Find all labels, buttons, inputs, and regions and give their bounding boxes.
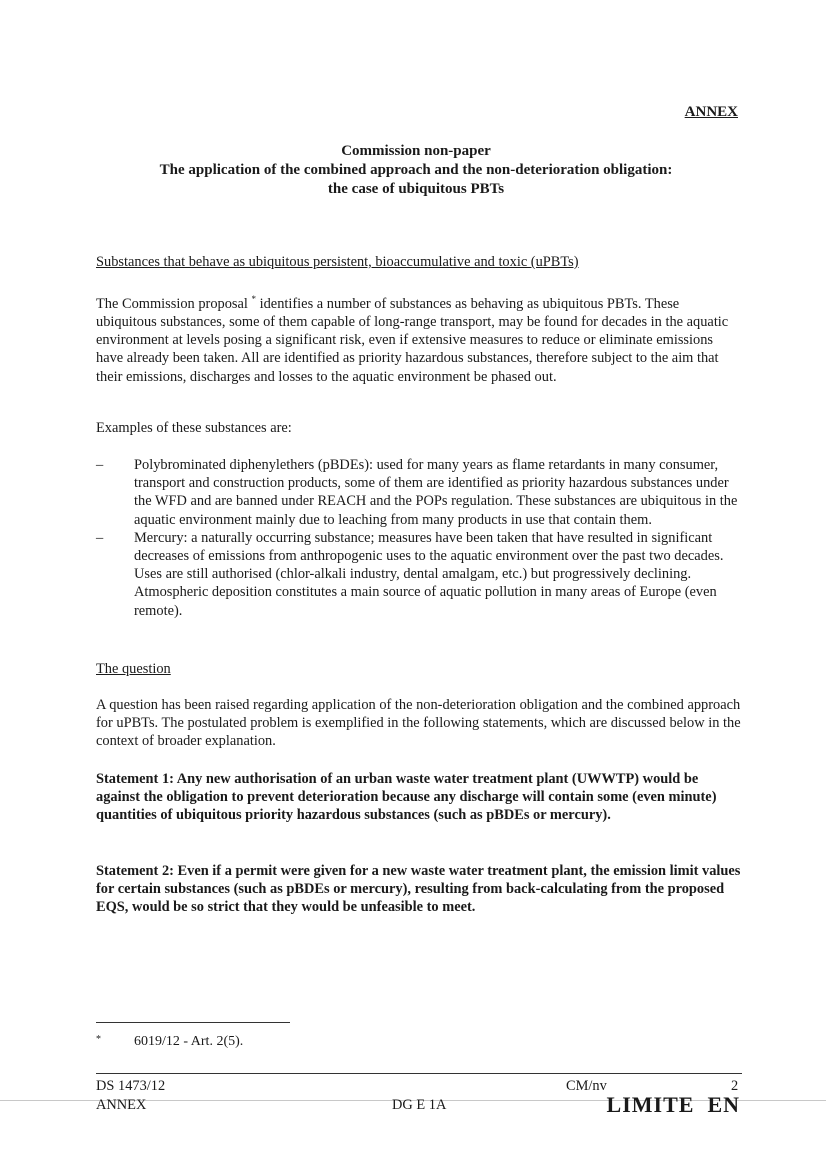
title-line-1: Commission non-paper bbox=[341, 143, 491, 159]
paragraph-examples-intro: Examples of these substances are: bbox=[96, 420, 292, 436]
title-line-2: The application of the combined approach and the non-deterioration obligation: bbox=[159, 162, 673, 178]
list-item bbox=[96, 456, 742, 529]
footnote bbox=[96, 1034, 243, 1050]
section-heading-question: The question bbox=[96, 661, 171, 677]
title-line-3: the case of ubiquitous PBTs bbox=[327, 181, 505, 197]
paragraph-text-rest: identifies a number of substances as behaving as ubiquitous PBTs. These ubiquitous substances, some of them capable of long-range transport, may be found for decades in the aquatic environment at levels posing a significant risk, even if extensive measures to reduce or eliminate emissions have already been taken. All are identified as priority hazardous substances, therefore subject to the aim that their emissions, discharges and losses to the aquatic environment be phased out. bbox=[96, 295, 729, 385]
substance-examples-list bbox=[96, 456, 742, 620]
footnote-text: 6019/12 - Art. 2(5). bbox=[134, 1034, 244, 1049]
statement-2: Statement 2: Even if a permit were given for a new waste water treatment plant, the emission limit values for certain substances (such as pBDEs or mercury), resulting from back-calculating from the proposed EQS, would be so strict that they would be unfeasible to meet. bbox=[96, 863, 741, 916]
footnote-divider bbox=[96, 1022, 290, 1023]
list-item bbox=[96, 529, 742, 620]
annex-label: ANNEX bbox=[684, 104, 738, 120]
bullet-text-pbdes: Polybrominated diphenylethers (pBDEs): used for many years as flame retardants in many consumer, transport and construction products, some of them are identified as priority hazardous substances under the WFD and are banned under REACH and the POPs regulation. These substances are ubiquitous in the aquatic environment mainly due to leaching from many products in use that contain them. bbox=[134, 457, 738, 528]
limite-text: LIMITE bbox=[606, 1092, 695, 1117]
footnote-reference-mark: * bbox=[251, 294, 257, 304]
bullet-dash: – bbox=[96, 529, 104, 546]
footer-doc-ref: DS 1473/12 bbox=[96, 1078, 166, 1094]
language-code: EN bbox=[707, 1092, 740, 1117]
statement-1: Statement 1: Any new authorisation of an urban waste water treatment plant (UWWTP) would be against the obligation to prevent deterioration because any discharge will contain some (even minute) quantities of ubiquitous priority hazardous substances (such as pBDEs or mercury). bbox=[96, 771, 717, 824]
document-title bbox=[96, 142, 736, 199]
section-heading-upbts: Substances that behave as ubiquitous persistent, bioaccumulative and toxic (uPBTs) bbox=[96, 254, 579, 270]
paragraph-question: A question has been raised regarding application of the non-deterioration obligation and the combined approach for uPBTs. The postulated problem is exemplified in the following statements, which are discussed below in the context of broader explanation. bbox=[96, 697, 741, 750]
classification-label bbox=[607, 1092, 740, 1118]
footer-page-number: 2 bbox=[731, 1078, 739, 1094]
bullet-text-mercury: Mercury: a naturally occurring substance; measures have been taken that have resulted in significant decreases of emissions from anthropogenic uses to the aquatic environment over the past two decades. Uses are still authorised (chlor-alkali industry, dental amalgam, etc.) but progressively declining. Atmospheric deposition constitutes a main source of aquatic pollution in many areas of Europe (even remote). bbox=[134, 529, 724, 619]
footer-divider bbox=[96, 1073, 742, 1074]
footer-initials: CM/nv bbox=[566, 1078, 607, 1094]
footer-annex: ANNEX bbox=[96, 1097, 147, 1113]
footnote-mark: * bbox=[96, 1034, 101, 1045]
bullet-dash: – bbox=[96, 457, 104, 473]
paragraph-text-start: The Commission proposal bbox=[96, 295, 248, 312]
footer-dg: DG E 1A bbox=[392, 1097, 447, 1113]
paragraph-commission-proposal bbox=[96, 290, 742, 386]
